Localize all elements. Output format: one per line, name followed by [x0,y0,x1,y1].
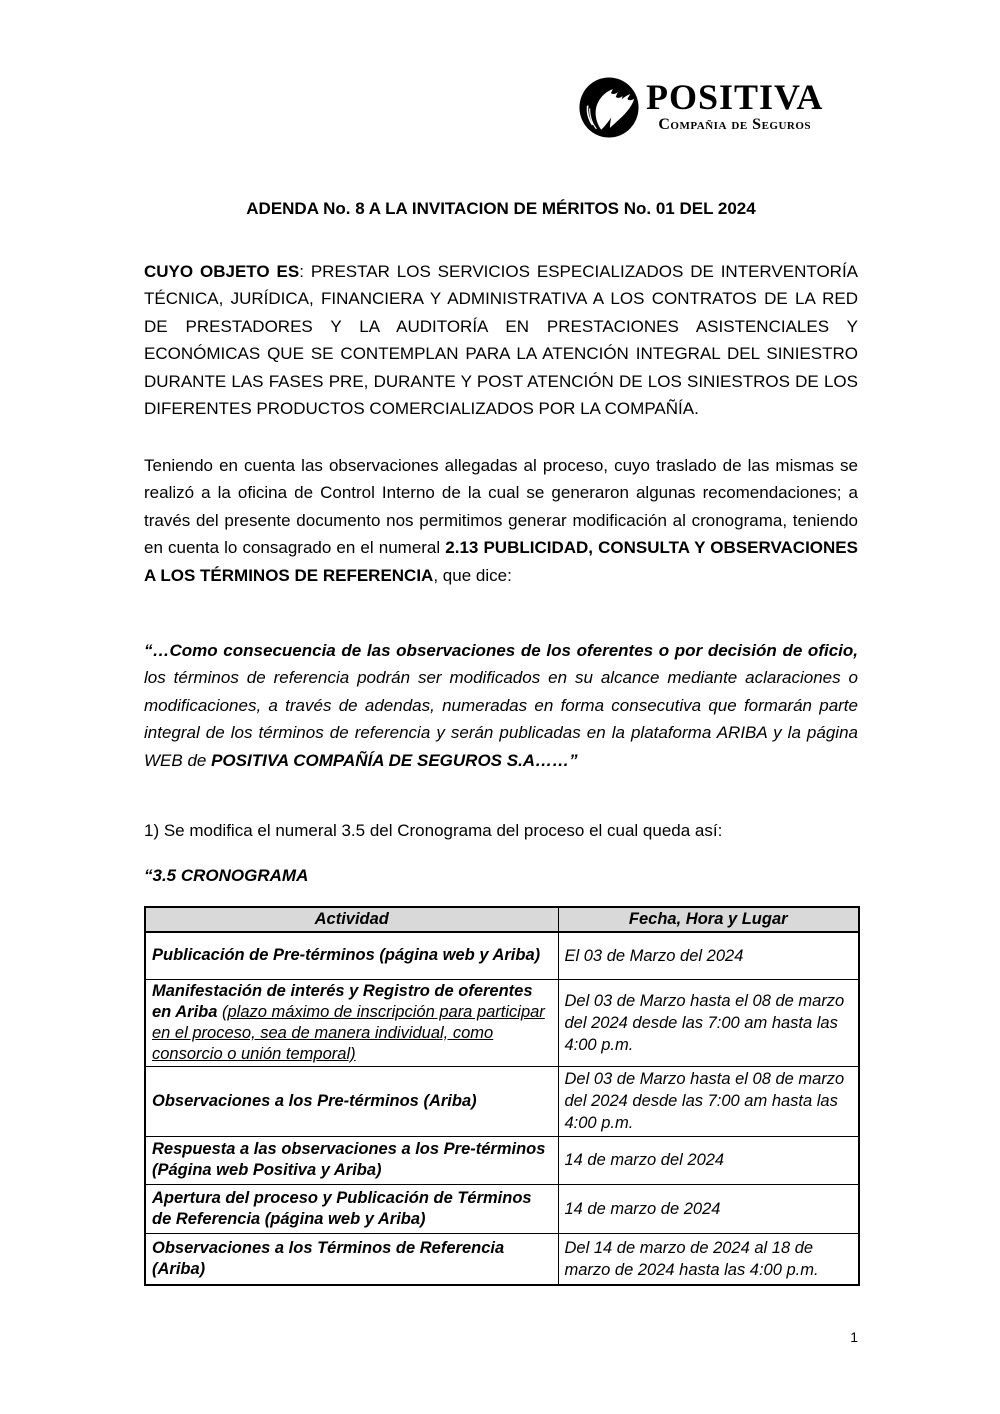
activity-cell [145,1184,558,1233]
contexto-post: , que dice: [433,565,512,585]
activity-text: Respuesta a las observaciones a los Pre-términos (Página web Positiva y Ariba) [152,1140,546,1179]
cronograma-heading: “3.5 CRONOGRAMA [144,866,309,885]
quote-body: los términos de referencia podrán ser modificados en su alcance mediante aclaraciones o modificaciones, a través de adendas, numeradas en forma consecutiva que formarán parte integral de los términos de referencia y serán publicadas en la plataforma ARIBA y la página WEB de [144,668,858,770]
fecha-cell: Del 14 de marzo de 2024 al 18 de marzo de 2024 hasta las 4:00 p.m. [558,1233,859,1285]
fecha-cell: Del 03 de Marzo hasta el 08 de marzo del 2024 desde las 7:00 am hasta las 4:00 p.m. [558,1066,859,1136]
table-row [145,1066,859,1136]
document-title: ADENDA No. 8 A LA INVITACION DE MÉRITOS No. 01 DEL 2024 [246,199,756,218]
modification-item: 1) Se modifica el numeral 3.5 del Cronograma del proceso el cual queda así: [144,821,723,840]
paragraph-objeto [144,258,858,422]
table-header-row [145,907,859,932]
paragraph-quote [144,637,858,774]
objeto-lead: CUYO OBJETO ES [144,262,300,281]
table-header-cell: Actividad [145,907,558,932]
activity-cell [145,1136,558,1184]
schedule-table [144,906,860,1286]
table-row [145,1184,859,1233]
logo-tagline: Compañia de Seguros [658,116,812,133]
activity-text: Apertura del proceso y Publicación de Términos de Referencia (página web y Ariba) [152,1188,532,1228]
activity-text: Manifestación de interés y Registro de oferentes en Ariba [152,981,533,1021]
activity-cell [145,979,558,1066]
quote-open: “…Como consecuencia de las observaciones de los oferentes o por decisión de oficio, [144,641,858,660]
fecha-cell: 14 de marzo de 2024 [558,1184,859,1233]
positiva-logo [578,76,823,139]
table-row [145,979,859,1066]
table-row [145,1233,859,1285]
objeto-body: : PRESTAR LOS SERVICIOS ESPECIALIZADOS DE INTERVENTORÍA TÉCNICA, JURÍDICA, FINANCIERA Y ADMINISTRATIVA A LOS CONTRATOS DE LA RED DE PRESTADORES Y LA AUDITORÍA EN PRESTACIONES ASISTENCIALES Y ECONÓMICAS QUE SE CONTEMPLAN PARA LA ATENCIÓN INTEGRAL DEL SINIESTRO DURANTE LAS FASES PRE, DURANTE Y POST ATENCIÓN DE LOS SINIESTROS DE LOS DIFERENTES PRODUCTOS COMERCIALIZADOS POR LA COMPAÑÍA. [144,262,858,419]
activity-cell [145,932,558,979]
page-number: 1 [850,1329,858,1345]
fecha-cell: Del 03 de Marzo hasta el 08 de marzo del 2024 desde las 7:00 am hasta las 4:00 p.m. [558,979,859,1066]
activity-text: Observaciones a los Pre-términos (Ariba) [152,1091,477,1110]
positiva-emblem-icon [578,76,640,139]
logo-text [646,78,823,133]
activity-cell [145,1066,558,1136]
logo-brand-name: POSITIVA [646,77,824,117]
contexto-pre: Teniendo en cuenta las observaciones allegadas al proceso, cuyo traslado de las mismas se realizó a la oficina de Control Interno de la cual se generaron algunas recomendaciones; a través del presente documento nos permitimos generar modificación al cronograma, teniendo en cuenta lo consagrado en el numeral [144,456,858,558]
paragraph-contexto [144,452,858,589]
schedule-table-container [144,906,858,1286]
contexto-bold: 2.13 PUBLICIDAD, CONSULTA Y OBSERVACIONES A LOS TÉRMINOS DE REFERENCIA [144,538,858,585]
table-row [145,932,859,979]
activity-text: Publicación de Pre-términos (página web y Ariba) [152,946,541,965]
table-row [145,1136,859,1184]
table-header-cell: Fecha, Hora y Lugar [558,907,859,932]
fecha-cell: 14 de marzo del 2024 [558,1136,859,1184]
activity-cell [145,1233,558,1285]
activity-text: Observaciones a los Términos de Referencia (Ariba) [152,1238,505,1278]
activity-note: (plazo máximo de inscripción para participar en el proceso, sea de manera individual, como consorcio o unión temporal) [152,1002,545,1063]
fecha-cell: El 03 de Marzo del 2024 [558,932,859,979]
quote-close: POSITIVA COMPAÑÍA DE SEGUROS S.A……” [211,750,578,770]
